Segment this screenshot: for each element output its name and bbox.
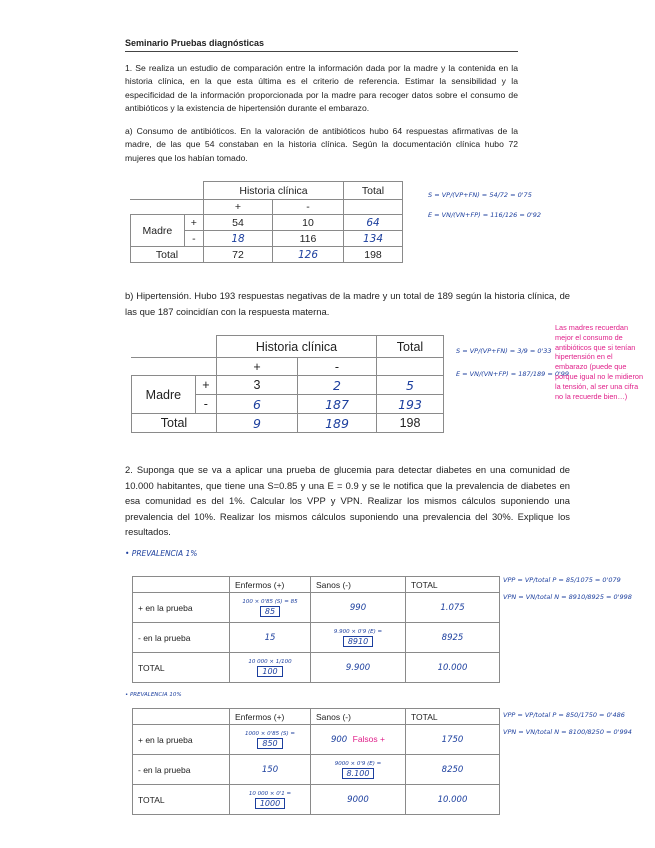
row-label-total: Total (131, 247, 204, 263)
cell-vp: 54 (204, 215, 273, 231)
row-label-madre: Madre (131, 215, 185, 247)
q1-part-a: a) Consumo de antibióticos. En la valoración de antibióticos hubo 64 respuestas afirmativas de la madre, de las que 54 constaban en la historia clínica. Según la documentación clínica hubo 72 mujeres que los habían tomado. (125, 126, 518, 163)
formula-sensitivity-a: S = VP/(VP+FN) = 54/72 = 0'75 (428, 191, 532, 199)
cell-vp: 3 (217, 376, 298, 395)
cell-total-pos: 5 (377, 376, 444, 395)
header-total: Total (344, 182, 403, 200)
cell-fp: 2 (298, 376, 377, 395)
header-historia-clinica: Historia clínica (217, 336, 377, 358)
table-antibioticos: Historia clínica Total + - Madre + 54 10 64 - 18 116 134 Total 72 126 198 (130, 181, 403, 263)
falsos-positivos-note: Falsos + (352, 734, 385, 744)
table-prevalencia-10: Enfermos (+) Sanos (-) TOTAL + en la prueba 1000 × 0'85 (S) = 850 900 Falsos + 1750 - en la prueba 150 9000 × 0'9 (E) = 8.100 8250 TOTAL 10 000 × 0'1 = 1000 9000 10.000 (132, 708, 500, 815)
cell-vn: 116 (273, 231, 344, 247)
formula-vpn-10: VPN = VN/total N = 8100/8250 = 0'994 (503, 728, 632, 736)
cell-total-neg: 134 (344, 231, 403, 247)
q2-text: 2. Suponga que se va a aplicar una prueba de glucemia para detectar diabetes en una comunidad de 10.000 habitantes, que tiene una S=0.85 y una E = 0.9 y se le notifica que la prevalencia de diabetes en esa comunidad es del 1%. Calcular los VPP y VPN. Realizar los mismos cálculos suponiendo una prevalencia del 10%. Realizar los mismos cálculos suponiendo una prevalencia del 30%. Explique los resultados. (125, 464, 570, 537)
formula-sensitivity-b: S = VP/(VP+FN) = 3/9 = 0'33 (456, 347, 552, 355)
prevalence-10-label: • PREVALENCIA 10% (125, 692, 182, 698)
title-divider (125, 51, 518, 52)
row-label-madre: Madre (132, 376, 196, 414)
formula-specificity-a: E = VN/(VN+FP) = 116/126 = 0'92 (428, 211, 542, 219)
formula-vpp-1: VPP = VP/total P = 85/1075 = 0'079 (503, 576, 621, 584)
handwritten-note: Las madres recuerdan mejor el consumo de antibióticos que si tenían hipertensión en el embarazo (puede que porque igual no le midieron la tensión, al ser una cifra no la recuerde bien…) (555, 323, 644, 401)
formula-vpp-10: VPP = VP/total P = 850/1750 = 0'486 (503, 711, 625, 719)
page-title: Seminario Pruebas diagnósticas (125, 38, 265, 48)
cell-total-neg: 193 (377, 395, 444, 414)
prevalence-1-label: • PREVALENCIA 1% (125, 549, 198, 558)
formula-specificity-b: E = VN/(VN+FP) = 187/189 = 0'99 (456, 370, 570, 378)
cell-total-pos: 64 (344, 215, 403, 231)
header-historia-clinica: Historia clínica (204, 182, 344, 200)
table-hipertension: Historia clínica Total + - Madre + 3 2 5 - 6 187 193 Total 9 189 198 (131, 335, 444, 433)
q1-part-b: b) Hipertensión. Hubo 193 respuestas negativas de la madre y un total de 189 según la historia clínica, de las que 187 coincidían con la respuesta materna. (125, 290, 570, 317)
cell-fn: 6 (217, 395, 298, 414)
formula-vpn-1: VPN = VN/total N = 8910/8925 = 0'998 (503, 593, 632, 601)
cell-vn: 187 (298, 395, 377, 414)
cell-fp: 10 (273, 215, 344, 231)
row-label-total: Total (132, 414, 217, 433)
q1-intro: 1. Se realiza un estudio de comparación entre la información dada por la madre y la contenida en la historia clínica, en la que esta última es el criterio de referencia. Estimar la sensibilidad y la especificidad de la información proporcionada por la madre para recoger datos sobre el consumo de antibióticos y la existencia de hipertensión durante el embarazo. (125, 63, 518, 114)
header-total: Total (377, 336, 444, 358)
cell-fn: 18 (204, 231, 273, 247)
table-prevalencia-1: Enfermos (+) Sanos (-) TOTAL + en la prueba 100 × 0'85 (S) = 85 85 990 1.075 - en la prueba 15 9.900 × 0'9 (E) = 8910 8925 TOTAL 10 000 × 1/100 100 9.900 10.000 (132, 576, 500, 683)
